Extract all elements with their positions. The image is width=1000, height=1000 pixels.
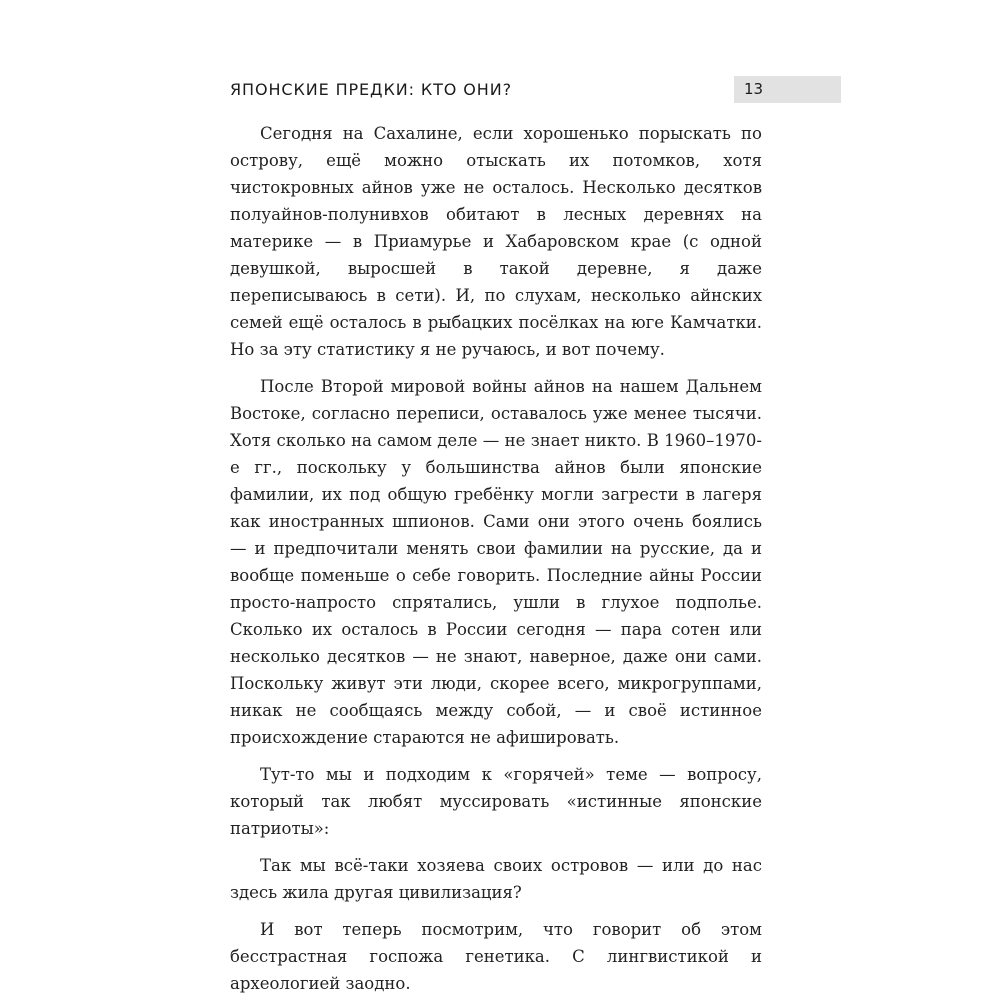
paragraph: И вот теперь посмотрим, что говорит об этом бесстрастная госпожа генетика. С лингвистикой и археологией заодно. bbox=[230, 920, 762, 993]
paragraph: После Второй мировой войны айнов на нашем Дальнем Востоке, согласно переписи, оставалось уже менее тысячи. Хотя сколько на самом деле — не знает никто. В 1960–1970-е гг., поскольку у большинства айнов были японские фамилии, их под общую гребёнку могли загрести в лагеря как иностранных шпионов. Сами они этого очень боялись — и предпочитали менять свои фамилии на русские, да и вообще поменьше о себе говорить. Последние айны России просто-напросто спрятались, ушли в глухое подполье. Сколько их осталось в России сегодня — пара сотен или несколько десятков — не знают, наверное, даже они сами. Поскольку живут эти люди, скорее всего, микрогруппами, никак не сообщаясь между собой, — и своё истинное происхождение стараются не афишировать. bbox=[230, 377, 762, 747]
paragraph: Так мы всё-таки хозяева своих островов — или до нас здесь жила другая цивилизация? bbox=[230, 856, 762, 902]
page-number: 13 bbox=[744, 80, 764, 98]
page-number-box bbox=[734, 76, 841, 103]
running-title: ЯПОНСКИЕ ПРЕДКИ: КТО ОНИ? bbox=[230, 80, 512, 99]
body-text bbox=[230, 120, 762, 997]
paragraph: Сегодня на Сахалине, если хорошенько порыскать по острову, ещё можно отыскать их потомков, хотя чистокровных айнов уже не осталось. Несколько десятков полуайнов-полунивхов обитают в лесных деревнях на материке — в Приамурье и Хабаровском крае (с одной девушкой, выросшей в такой деревне, я даже переписываюсь в сети). И, по слухам, несколько айнских семей ещё осталось в рыбацких посёлках на юге Камчатки. Но за эту статистику я не ручаюсь, и вот почему. bbox=[230, 124, 762, 359]
running-head bbox=[230, 76, 841, 103]
paragraph: Тут-то мы и подходим к «горячей» теме — вопросу, который так любят муссировать «истинные японские патриоты»: bbox=[230, 765, 762, 838]
